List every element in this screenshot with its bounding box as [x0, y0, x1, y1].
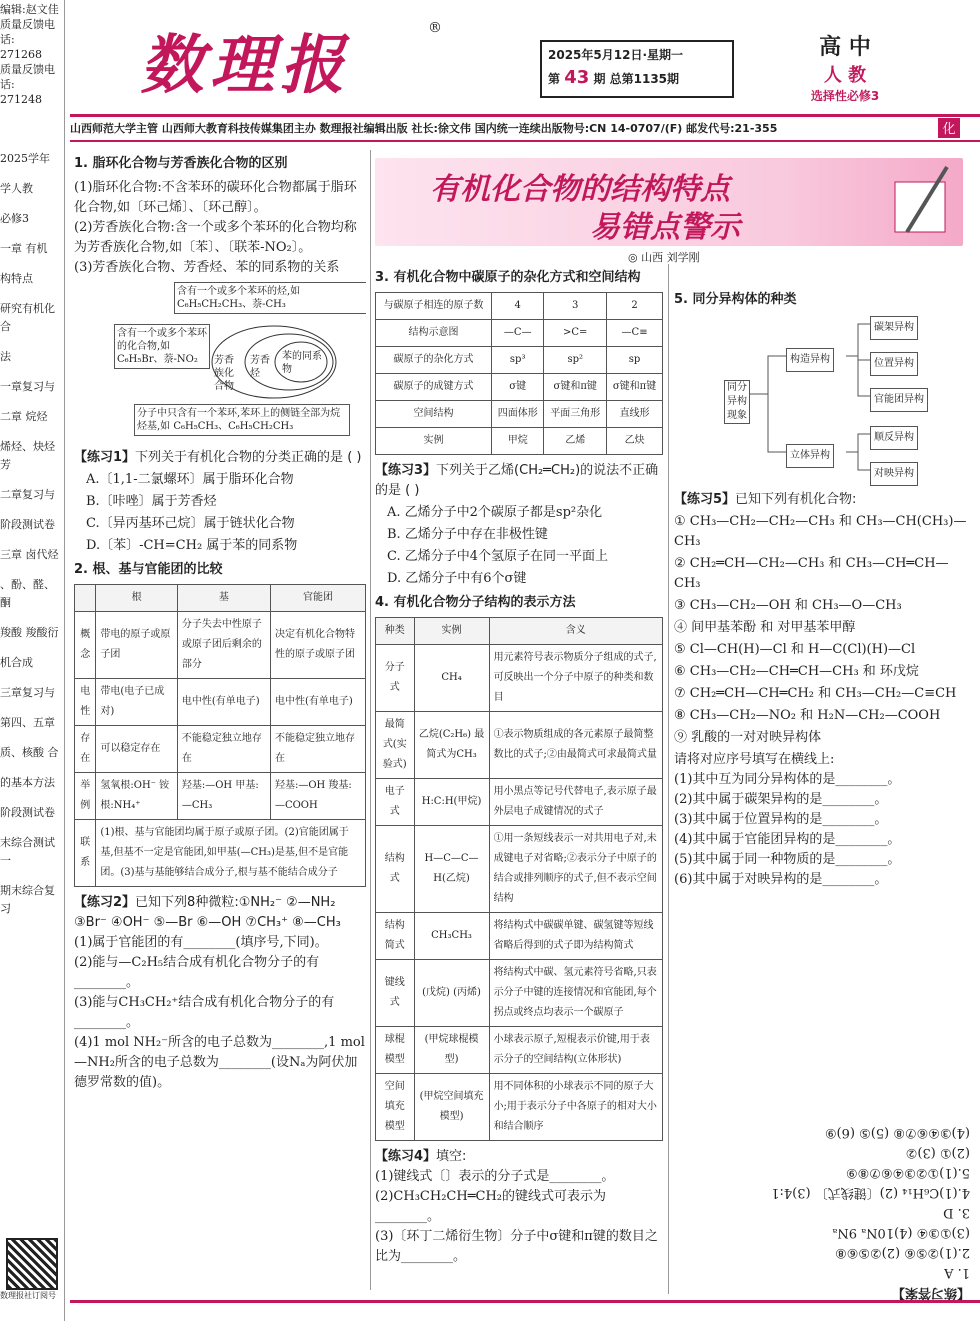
- byline: ◎ 山西 刘学刚: [628, 251, 700, 264]
- table-cell: 空间结构: [376, 401, 492, 428]
- table-row: [376, 293, 663, 320]
- exercise-part: (4)其中属于官能团异构的是________。: [674, 832, 901, 847]
- answer-line: (3)①③④ (4)10Nₐ 9Nₐ: [832, 1225, 970, 1240]
- issue-box: [540, 40, 734, 98]
- toc-item: 2025学年: [0, 152, 50, 165]
- table-cell: (甲烷空间填充模型): [414, 1074, 489, 1141]
- toc-item: 研究有机化合: [0, 302, 55, 333]
- table-cell: 最简式(实验式): [376, 712, 415, 779]
- exercise-option: A.〔1,1-二氯螺环〕属于脂环化合物: [86, 472, 294, 487]
- toc-item: 构特点: [0, 272, 33, 285]
- table-cell: 小球表示原子,短棍表示价键,用于表示分子的空间结构(立体形状): [489, 1027, 662, 1074]
- table-cell: 结构式: [376, 826, 415, 913]
- info-rule: [70, 140, 980, 142]
- table-row: [376, 960, 663, 1027]
- sidebar-top-line: 质量反馈电话:: [0, 63, 55, 91]
- table-row: [75, 679, 366, 726]
- banner-title-line2: 易错点警示: [590, 210, 740, 245]
- table-cell: 举例: [75, 773, 96, 820]
- edition-block: [785, 30, 905, 104]
- toc-item: 机合成: [0, 656, 33, 669]
- table-cell: σ键和π键: [607, 374, 663, 401]
- issue-prefix: 第: [548, 72, 561, 86]
- table-cell: 电子式: [376, 779, 415, 826]
- exercise-2-question: 已知下列8种微粒:①NH₂⁻ ②—NH₂ ③Br⁻ ④OH⁻ ⑤—Br ⑥—OH ⑦CH₃⁺ ⑧—CH₃: [74, 895, 341, 930]
- masthead-rule: [70, 114, 980, 117]
- toc-item: 必修3: [0, 212, 29, 225]
- table-cell: 联系: [75, 820, 96, 887]
- exercise-3-label: 【练习3】: [375, 463, 437, 478]
- toc-item: 三章 卤代烃: [0, 548, 59, 561]
- toc-item: 一章复习与: [0, 380, 55, 393]
- venn-note: 分子中只含有一个苯环,苯环上的侧链全部为烷烃基,如 C₆H₅CH₃、C₆H₅CH₂CH₃: [134, 404, 350, 436]
- table-header: 根: [96, 585, 177, 612]
- toc-item: 二章 烷烃: [0, 410, 48, 423]
- table-cell: 碳原子的成键方式: [376, 374, 492, 401]
- table-row: [376, 645, 663, 712]
- newspaper-title: 数理报: [140, 29, 350, 103]
- table-row: [376, 428, 663, 455]
- table-row: [376, 913, 663, 960]
- publisher-info: 山西师范大学主管 山西师大教育科技传媒集团主办 数理报社编辑出版 社长:徐文伟 国内统一连续出版物号:CN 14-0707/(F) 邮发代号:21-355: [70, 122, 778, 135]
- isomer-tree: [674, 314, 970, 484]
- table-cell: 结构示意图: [376, 320, 492, 347]
- root-group-table: [74, 584, 366, 887]
- table-cell: ①用一条短线表示一对共用电子对,未成键电子对省略;②表示分子中原子的结合或排列顺序的式子,但不表示空间结构: [489, 826, 662, 913]
- table-cell: 4: [492, 293, 544, 320]
- toc-item: 阶段测试卷: [0, 518, 55, 531]
- tree-root: 同分异构现象: [724, 380, 750, 424]
- answer-line: 5.(1)①②③④⑥⑦⑧⑨: [845, 1165, 970, 1180]
- toc-item: 的基本方法: [0, 776, 55, 789]
- venn-note: 含有一个或多个苯环的化合物,如 C₆H₅Br、萘-NO₂: [114, 324, 210, 369]
- exercise-2-part: (3)能与CH₃CH₂⁺结合成有机化合物分子的有________。: [74, 995, 335, 1030]
- table-cell: 可以稳定存在: [96, 726, 177, 773]
- toc-item: 羧酸 羧酸衍: [0, 626, 59, 639]
- table-cell: 空间填充模型: [376, 1074, 415, 1141]
- section-1-para: (3)芳香族化合物、芳香烃、苯的同系物的关系: [74, 260, 340, 275]
- exercise-2-label: 【练习2】: [74, 895, 136, 910]
- exercise-3-blank: ( ): [405, 483, 420, 498]
- sidebar-top: [0, 2, 64, 107]
- exercise-option: D.〔苯〕-CH=CH₂ 属于苯的同系物: [86, 538, 298, 553]
- table-row: [376, 712, 663, 779]
- exercise-item: ① CH₃—CH₂—CH₂—CH₃ 和 CH₃—CH(CH₃)—CH₃: [674, 514, 967, 549]
- table-cell: 将结构式中碳碳单键、碳氢键等短线省略后得到的式子即为结构简式: [489, 913, 662, 960]
- venn-outer-label: 芳香族化合物: [214, 355, 234, 392]
- exercise-3-options: [375, 503, 663, 589]
- toc-item: 学人教: [0, 182, 33, 195]
- tree-branch: 构造异构: [786, 348, 834, 372]
- section-2-title: 2. 根、基与官能团的比较: [74, 562, 223, 577]
- banner-title-line1: 有机化合物的结构特点: [430, 172, 730, 207]
- exercise-item: ⑦ CH₂═CH—CH═CH₂ 和 CH₃—CH₂—C≡CH: [674, 686, 957, 701]
- section-5-title: 5. 同分异构体的种类: [674, 292, 797, 307]
- table-cell: 甲烷: [492, 428, 544, 455]
- table-cell: 键线式: [376, 960, 415, 1027]
- table-header: 官能团: [270, 585, 365, 612]
- tree-leaf: 对映异构: [870, 462, 918, 486]
- toc-item: 、酚、醛、酮: [0, 578, 55, 609]
- table-cell: 用小黑点等记号代替电子,表示原子最外层电子成键情况的式子: [489, 779, 662, 826]
- table-cell: 3: [544, 293, 607, 320]
- tree-leaf: 碳架异构: [870, 316, 918, 340]
- exercise-2-part: (1)属于官能团的有________(填序号,下同)。: [74, 935, 328, 950]
- sidebar-top-line: 271268: [0, 48, 42, 61]
- edition-label: 人 教: [823, 65, 867, 86]
- footer-rule: [70, 1300, 980, 1303]
- section-1-title: 1. 脂环化合物与芳香族化合物的区别: [74, 156, 288, 171]
- table-cell: 球棍模型: [376, 1027, 415, 1074]
- table-cell: 电中性(有单电子): [270, 679, 365, 726]
- table-cell: 将结构式中碳、氢元素符号省略,只表示分子中键的连接情况和官能团,每个拐点或终点均表示一个碳原子: [489, 960, 662, 1027]
- table-cell: sp²: [544, 347, 607, 374]
- table-cell: H—C—C—H(乙烷): [414, 826, 489, 913]
- sidebar-top-line: 编辑:赵文佳: [0, 3, 59, 16]
- table-cell: 带电(电子已成对): [96, 679, 177, 726]
- section-4-title: 4. 有机化合物分子结构的表示方法: [375, 595, 576, 610]
- table-cell: 直线形: [607, 401, 663, 428]
- table-cell: (戊烷) (丙烯): [414, 960, 489, 1027]
- exercise-item: ⑤ Cl—CH(H)—Cl 和 H—C(Cl)(H)—Cl: [674, 642, 916, 657]
- exercise-item: ⑧ CH₃—CH₂—NO₂ 和 H₂N—CH₂—COOH: [674, 708, 941, 723]
- issue-number: 43: [564, 67, 590, 88]
- table-cell: 与碳原子相连的原子数: [376, 293, 492, 320]
- exercise-1-blank: ( ): [347, 450, 362, 465]
- table-row: [376, 826, 663, 913]
- exercise-2-part: (2)能与—C₂H₅结合成有机化合物分子的有________。: [74, 955, 320, 990]
- exercise-item: ③ CH₃—CH₂—OH 和 CH₃—O—CH₃: [674, 598, 902, 613]
- sidebar-top-line: 质量反馈电话:: [0, 18, 55, 46]
- sidebar-divider: [64, 0, 65, 1321]
- table-cell: 四面体形: [492, 401, 544, 428]
- answer-line: 2.(1)②⑤⑥ (2)②⑤⑥⑧: [835, 1245, 970, 1260]
- exercise-item: ④ 间甲基苯酚 和 对甲基苯甲醇: [674, 620, 856, 635]
- toc-item: 烯烃、炔烃 芳: [0, 440, 55, 471]
- table-cell: 氢氧根:OH⁻ 铵根:NH₄⁺: [96, 773, 177, 820]
- masthead: [70, 0, 980, 150]
- column-divider: [370, 150, 371, 1290]
- table-row: [75, 612, 366, 679]
- exercise-item: ⑨ 乳酸的一对对映异构体: [674, 730, 822, 745]
- tree-leaf: 官能团异构: [870, 388, 928, 412]
- table-row: [75, 726, 366, 773]
- table-row: [376, 320, 663, 347]
- exercise-1-options: [74, 470, 366, 556]
- table-row: [376, 401, 663, 428]
- exercise-4-label: 【练习4】: [375, 1149, 437, 1164]
- table-cell: σ键和π键: [544, 374, 607, 401]
- toc-item: 期末综合复习: [0, 884, 55, 915]
- table-cell: H:C:H(甲烷): [414, 779, 489, 826]
- answer-line: (4)③④⑥⑦⑧ (5)⑤ (6)⑨: [824, 1125, 970, 1140]
- toc-item: 质、核酸 合: [0, 746, 59, 759]
- tree-branch: 立体异构: [786, 444, 834, 468]
- exercise-option: C.〔异丙基环己烷〕属于链状化合物: [86, 516, 295, 531]
- table-cell: 用元素符号表示物质分子组成的式子,可反映出一个分子中原子的种类和数目: [489, 645, 662, 712]
- subject-tag: 化: [938, 118, 960, 138]
- table-row: [376, 779, 663, 826]
- section-3-title: 3. 有机化合物中碳原子的杂化方式和空间结构: [375, 270, 641, 285]
- table-cell: 不能稳定独立地存在: [270, 726, 365, 773]
- table-cell: 电性: [75, 679, 96, 726]
- toc-item: 阶段测试卷: [0, 806, 55, 819]
- section-1-para: (1)脂环化合物:不含苯环的碳环化合物都属于脂环化合物,如〔环己烯〕、〔环己醇〕。: [74, 180, 357, 215]
- exercise-2-part: (4)1 mol NH₂⁻所含的电子总数为________,1 mol —NH₂所含的电子总数为________(设Nₐ为阿伏加德罗常数的值)。: [74, 1035, 365, 1090]
- exercise-3-question: 下列关于乙烯(CH₂═CH₂)的说法不正确的是: [375, 463, 659, 498]
- registered-mark: ®: [428, 20, 442, 36]
- table-row: [75, 773, 366, 820]
- table-cell: 乙炔: [607, 428, 663, 455]
- exercise-5-label: 【练习5】: [674, 492, 736, 507]
- toc-item: 二章复习与: [0, 488, 55, 501]
- qr-caption: 数理报社订阅号: [0, 1291, 56, 1300]
- sidebar-toc: [0, 150, 64, 930]
- toc-item: 法: [0, 350, 11, 363]
- table-cell: 碳原子的杂化方式: [376, 347, 492, 374]
- table-cell: 羟基:—OH 甲基:—CH₃: [177, 773, 270, 820]
- table-cell: 分子失去中性原子或原子团后剩余的部分: [177, 612, 270, 679]
- toc-item: 第四、五章: [0, 716, 55, 729]
- book-label: 选择性必修3: [810, 89, 880, 103]
- exercise-1-label: 【练习1】: [74, 450, 136, 465]
- tree-leaf: 位置异构: [870, 352, 918, 376]
- table-row: [376, 1027, 663, 1074]
- exercise-item: ② CH₂═CH—CH₂—CH₃ 和 CH₃—CH═CH—CH₃: [674, 556, 949, 591]
- exercise-part: (2)其中属于碳架异构的是________。: [674, 792, 888, 807]
- table-row: [376, 374, 663, 401]
- table-cell: 用不同体积的小球表示不同的原子大小;用于表示分子中各原子的相对大小和结合顺序: [489, 1074, 662, 1141]
- table-cell: 乙烷(C₂H₆) 最简式为CH₃: [414, 712, 489, 779]
- exercise-4-question: 填空:: [436, 1149, 467, 1164]
- exercise-option: D. 乙烯分子中有6个σ键: [387, 571, 527, 586]
- exercise-5-question: 已知下列有机化合物:: [735, 492, 857, 507]
- table-cell: >C=: [544, 320, 607, 347]
- table-cell: σ键: [492, 374, 544, 401]
- table-cell: —C—: [492, 320, 544, 347]
- table-cell: 羟基:—OH 羧基:—COOH: [270, 773, 365, 820]
- tree-leaf: 顺反异构: [870, 426, 918, 450]
- notebook-pen-icon: [887, 162, 957, 242]
- exercise-1-question: 下列关于有机化合物的分类正确的是: [135, 450, 344, 465]
- table-header: 实例: [414, 618, 489, 645]
- exercise-part: (3)其中属于位置异构的是________。: [674, 812, 888, 827]
- table-cell: sp³: [492, 347, 544, 374]
- exercise-option: B. 乙烯分子中存在非极性键: [387, 527, 548, 542]
- table-cell: (甲烷球棍模型): [414, 1027, 489, 1074]
- exercise-item: ⑥ CH₃—CH₂—CH═CH—CH₃ 和 环戊烷: [674, 664, 919, 679]
- date-line: 2025年5月12日·星期一: [548, 48, 684, 62]
- table-cell: 概念: [75, 612, 96, 679]
- table-cell: ①表示物质组成的各元素原子最简整数比的式子;②由最简式可求最简式量: [489, 712, 662, 779]
- venn-diagram: [74, 282, 366, 442]
- answer-line: 1. A: [944, 1265, 970, 1280]
- table-row: [376, 347, 663, 374]
- column-2: [375, 264, 663, 1294]
- table-cell: 2: [607, 293, 663, 320]
- qr-code: [6, 1238, 58, 1290]
- table-cell: 平面三角形: [544, 401, 607, 428]
- table-cell: 实例: [376, 428, 492, 455]
- representation-table: [375, 617, 663, 1141]
- table-header: [75, 585, 96, 612]
- tree-connectors: [674, 314, 874, 484]
- venn-inner-label: 苯的同系物: [282, 351, 322, 375]
- table-cell: 带电的原子或原子团: [96, 612, 177, 679]
- table-cell: CH₃CH₃: [414, 913, 489, 960]
- column-divider: [668, 264, 669, 1294]
- answer-line: (2)① (3)②: [905, 1145, 970, 1160]
- hybridization-table: [375, 292, 663, 455]
- table-header: 种类: [376, 618, 415, 645]
- table-cell: (1)根、基与官能团均属于原子或原子团。(2)官能团属于基,但基不一定是官能团,如甲基(—CH₃)是基,但不是官能团。(3)基与基能够结合成分子,根与基不能结合成分子: [96, 820, 366, 887]
- venn-mid-label: 芳香烃: [250, 355, 270, 379]
- answers-block: [674, 1082, 970, 1302]
- venn-note: 含有一个或多个苯环的烃,如 C₆H₅CH₂CH₃、萘-CH₃: [174, 282, 366, 314]
- article-banner: [375, 158, 963, 246]
- issue-suffix: 期 总第1135期: [593, 72, 680, 86]
- exercise-part: (1)其中互为同分异构体的是________。: [674, 772, 901, 787]
- table-cell: 结构简式: [376, 913, 415, 960]
- exercise-4-part: (1)键线式〔〕表示的分子式是________。: [375, 1169, 615, 1184]
- table-cell: CH₄: [414, 645, 489, 712]
- exercise-5-prompt: 请将对应序号填写在横线上:: [674, 752, 835, 767]
- exercise-4-part: (3)〔环丁二烯衍生物〕分子中σ键和π键的数目之比为________。: [375, 1229, 658, 1264]
- exercise-part: (5)其中属于同一种物质的是________。: [674, 852, 901, 867]
- answers-label: 【练习答案】: [891, 1285, 970, 1300]
- table-cell: —C≡: [607, 320, 663, 347]
- exercise-part: (6)其中属于对映异构的是________。: [674, 872, 888, 887]
- table-cell: 决定有机化合物特性的原子或原子团: [270, 612, 365, 679]
- answer-line: 3. D: [943, 1205, 970, 1220]
- exercise-option: C. 乙烯分子中4个氢原子在同一平面上: [387, 549, 609, 564]
- table-cell: 电中性(有单电子): [177, 679, 270, 726]
- toc-item: 三章复习与: [0, 686, 55, 699]
- section-1-para: (2)芳香族化合物:含一个或多个苯环的化合物均称为芳香族化合物,如〔苯〕、〔联苯-NO₂〕。: [74, 220, 357, 255]
- table-header: 含义: [489, 618, 662, 645]
- column-1: [74, 150, 366, 1300]
- table-header: 基: [177, 585, 270, 612]
- grade-label: 高 中: [819, 35, 871, 60]
- exercise-5-items: [674, 512, 970, 748]
- table-cell: 乙烯: [544, 428, 607, 455]
- toc-item: 末综合测试一: [0, 836, 55, 867]
- exercise-4-part: (2)CH₃CH₂CH═CH₂的键线式可表示为________。: [375, 1189, 607, 1224]
- table-cell: 存在: [75, 726, 96, 773]
- exercise-option: A. 乙烯分子中2个碳原子都是sp²杂化: [387, 505, 603, 520]
- exercise-5-questions: [674, 770, 970, 890]
- table-cell: sp: [607, 347, 663, 374]
- exercise-option: B.〔咔唑〕属于芳香烃: [86, 494, 217, 509]
- table-row: [376, 1074, 663, 1141]
- table-cell: 不能稳定独立地存在: [177, 726, 270, 773]
- sidebar-top-line: 271248: [0, 93, 42, 106]
- toc-item: 一章 有机: [0, 242, 48, 255]
- table-cell: 分子式: [376, 645, 415, 712]
- answer-line: 4.(1)C₆H₁₄ (2)〔键线式〕 (3)4:1: [771, 1185, 970, 1200]
